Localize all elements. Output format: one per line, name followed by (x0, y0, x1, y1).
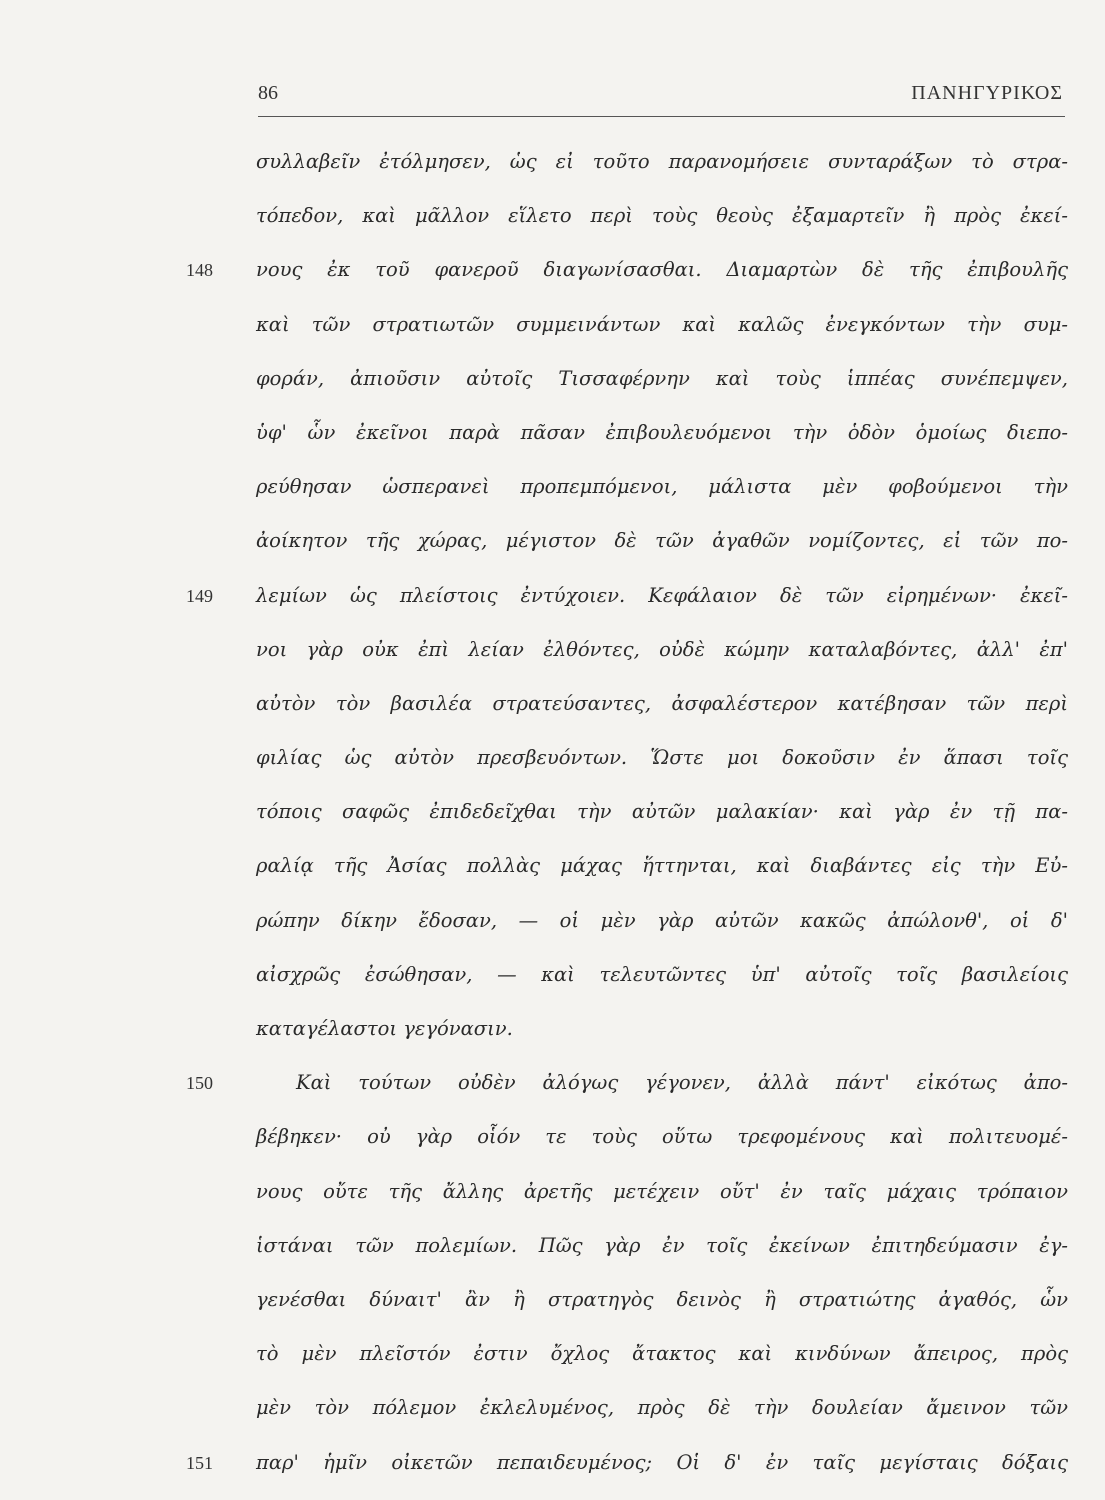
text-line (186, 1056, 1068, 1110)
header-rule (258, 116, 1065, 117)
text-line-content: συλλαβεῖν ἐτόλμησεν, ὡς εἰ τοῦτο παρανομήσειε συνταράξων τὸ στρα- (256, 150, 1068, 173)
text-line (256, 298, 1068, 352)
text-line (256, 1219, 1068, 1273)
text-line-content: τόπεδον, καὶ μᾶλλον εἵλετο περὶ τοὺς θεοὺς ἐξαμαρτεῖν ἢ πρὸς ἐκεί- (256, 204, 1068, 228)
text-line (256, 1381, 1068, 1435)
text-line (256, 135, 1068, 189)
text-line-content: μὲν τὸν πόλεμον ἐκλελυμένος, πρὸς δὲ τὴν δουλείαν ἄμεινον τῶν (256, 1396, 1068, 1420)
text-line-content: ἱστάναι τῶν πολεμίων. Πῶς γὰρ ἐν τοῖς ἐκείνων ἐπιτηδεύμασιν ἐγ- (256, 1233, 1068, 1257)
text-line-content: παρ' ἡμῖν οἰκετῶν πεπαιδευμένος; Οἱ δ' ἐν ταῖς μεγίσταις δόξαις (256, 1450, 1068, 1474)
text-line-content: ὑφ' ὧν ἐκεῖνοι παρὰ πᾶσαν ἐπιβουλευόμενοι τὴν ὁδὸν ὁμοίως διεπο- (256, 420, 1068, 444)
greek-text-body (186, 135, 1068, 1490)
text-line-content: ραλίᾳ τῆς Ἀσίας πολλὰς μάχας ἥττηνται, καὶ διαβάντες εἰς τὴν Εὐ- (256, 854, 1068, 878)
text-line (256, 1273, 1068, 1327)
section-number: 149 (186, 585, 213, 606)
text-line (256, 460, 1068, 514)
text-line (256, 948, 1068, 1002)
text-line (256, 189, 1068, 243)
text-line-content: αὐτὸν τὸν βασιλέα στρατεύσαντες, ἀσφαλέστερον κατέβησαν τῶν περὶ (256, 691, 1068, 715)
text-line (186, 243, 1068, 297)
text-line (256, 1110, 1068, 1164)
text-line-content: νους ἐκ τοῦ φανεροῦ διαγωνίσασθαι. Διαμαρτὼν δὲ τῆς ἐπιβουλῆς (256, 258, 1068, 282)
text-line (256, 839, 1068, 893)
text-line-content: ἀοίκητον τῆς χώρας, μέγιστον δὲ τῶν ἀγαθῶν νομίζοντες, εἰ τῶν πο- (256, 529, 1068, 553)
text-line-content: ρώπην δίκην ἔδοσαν, — οἱ μὲν γὰρ αὐτῶν κακῶς ἀπώλονθ', οἱ δ' (256, 908, 1068, 932)
running-title: ΠΑΝΗΓΥΡΙΚΟΣ (911, 82, 1063, 104)
text-line (256, 406, 1068, 460)
text-line-content: αἰσχρῶς ἐσώθησαν, — καὶ τελευτῶντες ὑπ' αὐτοῖς τοῖς βασιλείοις (256, 962, 1068, 986)
text-line (256, 1165, 1068, 1219)
text-line-content: Καὶ τούτων οὐδὲν ἀλόγως γέγονεν, ἀλλὰ πάντ' εἰκότως ἀπο- (296, 1071, 1068, 1095)
text-line (256, 894, 1068, 948)
section-number: 151 (186, 1452, 213, 1473)
text-line-content: τόποις σαφῶς ἐπιδεδεῖχθαι τὴν αὐτῶν μαλακίαν· καὶ γὰρ ἐν τῇ πα- (256, 800, 1068, 824)
text-line-content: ρεύθησαν ὡσπερανεὶ προπεμπόμενοι, μάλιστα μὲν φοβούμενοι τὴν (256, 475, 1068, 499)
text-line-content: νοι γὰρ οὐκ ἐπὶ λείαν ἐλθόντες, οὐδὲ κώμην καταλαβόντες, ἀλλ' ἐπ' (256, 637, 1068, 661)
text-line-content: φοράν, ἀπιοῦσιν αὐτοῖς Τισσαφέρνην καὶ τοὺς ἱππέας συνέπεμψεν, (256, 366, 1068, 390)
text-line (256, 623, 1068, 677)
text-line-content: καταγέλαστοι γεγόνασιν. (256, 1017, 513, 1040)
text-line (256, 514, 1068, 568)
text-line-content: καὶ τῶν στρατιωτῶν συμμεινάντων καὶ καλῶς ἐνεγκόντων τὴν συμ- (256, 312, 1068, 336)
text-line-content: φιλίας ὡς αὐτὸν πρεσβευόντων. Ὥστε μοι δοκοῦσιν ἐν ἅπασι τοῖς (256, 746, 1068, 770)
page-header (258, 74, 1063, 110)
text-line (256, 731, 1068, 785)
text-line (186, 569, 1068, 623)
text-line (256, 785, 1068, 839)
text-line (256, 352, 1068, 406)
text-line (256, 1327, 1068, 1381)
section-number: 150 (186, 1073, 213, 1094)
section-number: 148 (186, 260, 213, 281)
text-line-content: νους οὔτε τῆς ἄλλης ἀρετῆς μετέχειν οὔτ' ἐν ταῖς μάχαις τρόπαιον (256, 1179, 1068, 1203)
text-line-content: γενέσθαι δύναιτ' ἂν ἢ στρατηγὸς δεινὸς ἢ στρατιώτης ἀγαθός, ὧν (256, 1287, 1068, 1311)
text-line-content: λεμίων ὡς πλείστοις ἐντύχοιεν. Κεφάλαιον δὲ τῶν εἰρημένων· ἐκεῖ- (256, 583, 1068, 607)
text-line (186, 1436, 1068, 1490)
text-line-content: τὸ μὲν πλεῖστόν ἐστιν ὄχλος ἄτακτος καὶ κινδύνων ἄπειρος, πρὸς (256, 1342, 1068, 1366)
text-line (256, 1002, 1068, 1056)
text-line-content: βέβηκεν· οὐ γὰρ οἷόν τε τοὺς οὕτω τρεφομένους καὶ πολιτευομέ- (256, 1125, 1068, 1149)
text-line (256, 677, 1068, 731)
page-number: 86 (258, 82, 278, 104)
